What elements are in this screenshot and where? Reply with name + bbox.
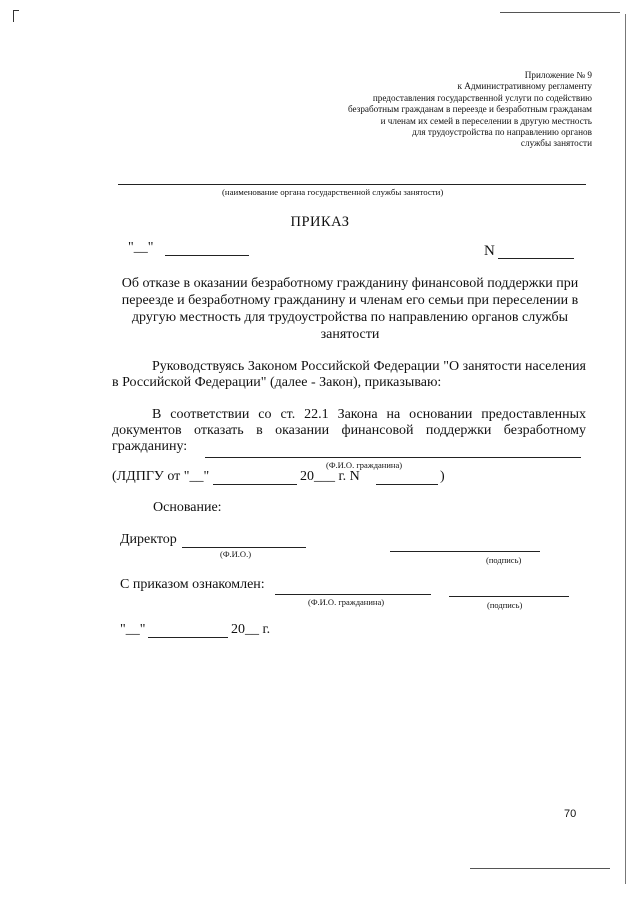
acquainted-sign-line (449, 596, 569, 597)
scan-corner-mark (13, 10, 19, 11)
bottom-date-line (148, 637, 228, 638)
org-name-caption: (наименование органа государственной службы занятости) (222, 187, 444, 197)
order-number-line (498, 258, 574, 259)
director-fio-caption: (Ф.И.О.) (220, 549, 252, 559)
order-number-prefix: N (484, 243, 495, 259)
annex-line: и членам их семей в переселении в другую местность (380, 115, 592, 126)
annex-line: к Административному регламенту (457, 81, 592, 92)
acquainted-fio-line (275, 594, 431, 595)
ldpgu-year: 20___ г. N (300, 469, 360, 484)
scan-edge-line (625, 14, 626, 884)
ldpgu-prefix: (ЛДПГУ от "__" (112, 469, 210, 484)
ldpgu-date-line (213, 484, 297, 485)
page-title: ПРИКАЗ (290, 214, 350, 230)
director-sign-line (390, 551, 540, 552)
annex-line: службы занятости (520, 138, 592, 149)
annex-line: предоставления государственной услуги по содействию (372, 92, 592, 103)
annex-line: для трудоустройства по направлению органов (412, 127, 592, 138)
acquainted-fio-caption: (Ф.И.О. гражданина) (308, 597, 385, 607)
page-number: 70 (564, 808, 577, 820)
citizen-name-line (205, 457, 581, 458)
director-sign-caption: (подпись) (486, 555, 522, 565)
bottom-date-prefix: "__" (120, 622, 146, 637)
acquainted-label: С приказом ознакомлен: (120, 577, 265, 592)
annex-block (262, 70, 592, 150)
scan-edge-line (500, 12, 620, 13)
body-text: В соответствии со ст. 22.1 Закона на основании предоставленных документов отказать в оказании финансовой поддержки безработному гражданину: (112, 407, 586, 454)
preamble-text: Руководствуясь Законом Российской Федерации "О занятости населения в Российской Федерации" (далее - Закон), приказываю: (112, 359, 586, 390)
annex-line: безработным гражданам в переезде и безработным гражданам (347, 104, 592, 115)
basis-label: Основание: (153, 500, 222, 515)
scan-corner-mark (13, 10, 14, 22)
order-date-line (165, 255, 249, 256)
citizen-name-caption: (Ф.И.О. гражданина) (326, 460, 403, 470)
ldpgu-suffix: ) (440, 469, 445, 484)
ldpgu-number-line (376, 484, 438, 485)
bottom-date-year: 20__ г. (231, 622, 271, 637)
order-date-prefix: "__" (128, 240, 154, 255)
org-name-line (118, 184, 586, 185)
order-subject: Об отказе в оказании безработному гражданину финансовой поддержки при переезде и безработному гражданину и членам его семьи при переселении в другую местность для трудоустройства по направлению органов службы занятости (121, 276, 579, 342)
scan-edge-line (470, 868, 610, 869)
acquainted-sign-caption: (подпись) (487, 600, 523, 610)
director-label: Директор (120, 532, 177, 547)
annex-line: Приложение № 9 (524, 70, 592, 80)
director-fio-line (182, 547, 306, 548)
